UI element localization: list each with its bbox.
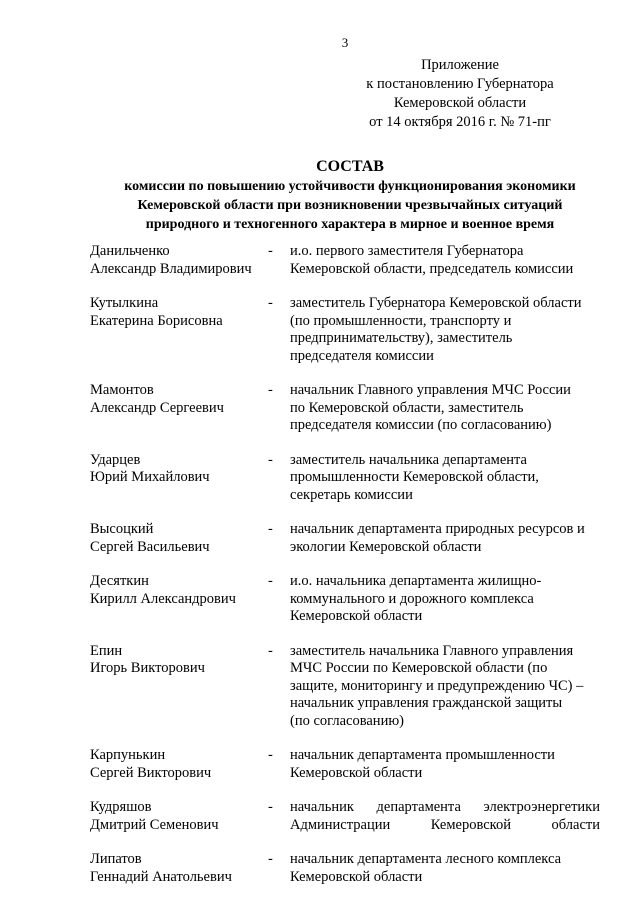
separator-dash: - — [268, 243, 273, 259]
appendix-line: Приложение — [421, 57, 499, 73]
member-role — [290, 643, 600, 731]
role-line: заместитель начальника Главного управления — [290, 642, 574, 659]
role-line: заместитель начальника департамента — [290, 451, 527, 468]
role-line: Кемеровской области — [290, 608, 423, 624]
member-given-name: Юрий Михайлович — [90, 469, 210, 485]
member-given-name: Дмитрий Семенович — [90, 816, 219, 833]
role-line: МЧС России по Кемеровской области (по — [290, 660, 548, 676]
role-line: Кемеровской области, председатель комиссии — [290, 260, 574, 277]
member-role — [290, 573, 600, 626]
separator-dash: - — [268, 382, 273, 398]
members-list — [0, 243, 640, 903]
role-line: заместитель Губернатора Кемеровской области — [290, 295, 582, 311]
separator-dash: - — [268, 295, 273, 311]
member-name — [90, 295, 265, 330]
member-given-name: Кирилл Александрович — [90, 590, 236, 607]
member-surname: Кутылкина — [90, 295, 159, 311]
member-surname: Высоцкий — [90, 521, 154, 537]
role-line: предпринимательству), заместитель — [290, 330, 513, 346]
member-role — [290, 295, 600, 365]
member-row — [0, 851, 640, 886]
member-row — [0, 799, 640, 834]
appendix-line: от 14 октября 2016 г. № 71-пг — [369, 114, 551, 130]
separator-dash: - — [268, 799, 273, 815]
appendix-line: Кемеровской области — [393, 95, 527, 111]
member-row — [0, 382, 640, 435]
separator-dash: - — [268, 451, 273, 468]
member-name — [90, 573, 265, 608]
role-line: председателя комиссии (по согласованию) — [290, 417, 552, 433]
role-line: Администрации Кемеровской области — [290, 816, 600, 833]
member-surname: Карпунькин — [90, 747, 166, 763]
role-line: начальник управления гражданской защиты — [290, 695, 563, 711]
member-role — [290, 521, 600, 556]
title-main: СОСТАВ — [316, 158, 384, 175]
role-line: начальник департамента электроэнергетики — [290, 799, 600, 815]
member-given-name: Сергей Васильевич — [90, 538, 210, 555]
role-line: защите, мониторингу и предупреждению ЧС) – — [290, 677, 584, 694]
member-name — [90, 799, 265, 834]
separator-dash: - — [268, 521, 273, 537]
role-line: Кемеровской области — [290, 868, 423, 885]
member-name — [90, 521, 265, 556]
role-line: начальник департамента лесного комплекса — [290, 851, 562, 867]
member-row — [0, 573, 640, 626]
role-line: промышленности Кемеровской области, — [290, 469, 539, 485]
member-name — [90, 382, 265, 417]
separator-dash: - — [268, 642, 273, 659]
role-line: по Кемеровской области, заместитель — [290, 399, 524, 416]
role-line: и.о. первого заместителя Губернатора — [290, 243, 524, 259]
member-name — [90, 747, 265, 782]
separator-dash: - — [268, 573, 273, 589]
role-line: коммунального и дорожного комплекса — [290, 590, 534, 607]
role-line: (по согласованию) — [290, 712, 404, 729]
member-role — [290, 243, 600, 278]
member-role — [290, 799, 600, 834]
member-given-name: Геннадий Анатольевич — [90, 868, 232, 885]
member-given-name: Александр Владимирович — [90, 260, 252, 277]
member-surname: Мамонтов — [90, 382, 154, 398]
separator-dash: - — [268, 747, 273, 763]
member-row — [0, 243, 640, 278]
title-line: комиссии по повышению устойчивости функционирования экономики — [124, 179, 576, 194]
member-role — [290, 382, 600, 435]
role-line: начальник Главного управления МЧС России — [290, 382, 571, 398]
title-line: Кемеровской области при возникновении чрезвычайных ситуаций — [137, 198, 563, 213]
member-surname: Кудряшов — [90, 799, 152, 815]
member-row — [0, 747, 640, 782]
role-line: (по промышленности, транспорту и — [290, 312, 512, 329]
document-title — [60, 157, 640, 234]
member-row — [0, 295, 640, 365]
appendix-header — [340, 56, 580, 132]
member-row — [0, 643, 640, 731]
member-role — [290, 747, 600, 782]
member-surname: Ударцев — [90, 451, 141, 468]
member-given-name: Екатерина Борисовна — [90, 312, 223, 329]
role-line: и.о. начальника департамента жилищно- — [290, 573, 542, 589]
member-surname: Липатов — [90, 851, 142, 867]
member-surname: Данильченко — [90, 243, 170, 259]
appendix-line: к постановлению Губернатора — [366, 76, 554, 92]
member-role — [290, 452, 600, 505]
member-given-name: Игорь Викторович — [90, 660, 205, 676]
member-surname: Десяткин — [90, 573, 149, 589]
role-line: Кемеровской области — [290, 764, 423, 781]
member-given-name: Александр Сергеевич — [90, 399, 224, 416]
separator-dash: - — [268, 851, 273, 867]
member-surname: Епин — [90, 642, 123, 659]
member-name — [90, 643, 265, 678]
member-name — [90, 851, 265, 886]
member-role — [290, 851, 600, 886]
role-line: секретарь комиссии — [290, 486, 413, 503]
page-number: 3 — [341, 35, 349, 50]
member-name — [90, 243, 265, 278]
member-name — [90, 452, 265, 487]
title-line: природного и техногенного характера в мирное и военное время — [145, 217, 555, 232]
member-given-name: Сергей Викторович — [90, 764, 212, 781]
role-line: начальник департамента промышленности — [290, 747, 555, 763]
role-line: председателя комиссии — [290, 347, 434, 364]
role-line: экологии Кемеровской области — [290, 538, 482, 555]
member-row — [0, 452, 640, 505]
member-row — [0, 521, 640, 556]
role-line: начальник департамента природных ресурсов и — [290, 521, 585, 537]
